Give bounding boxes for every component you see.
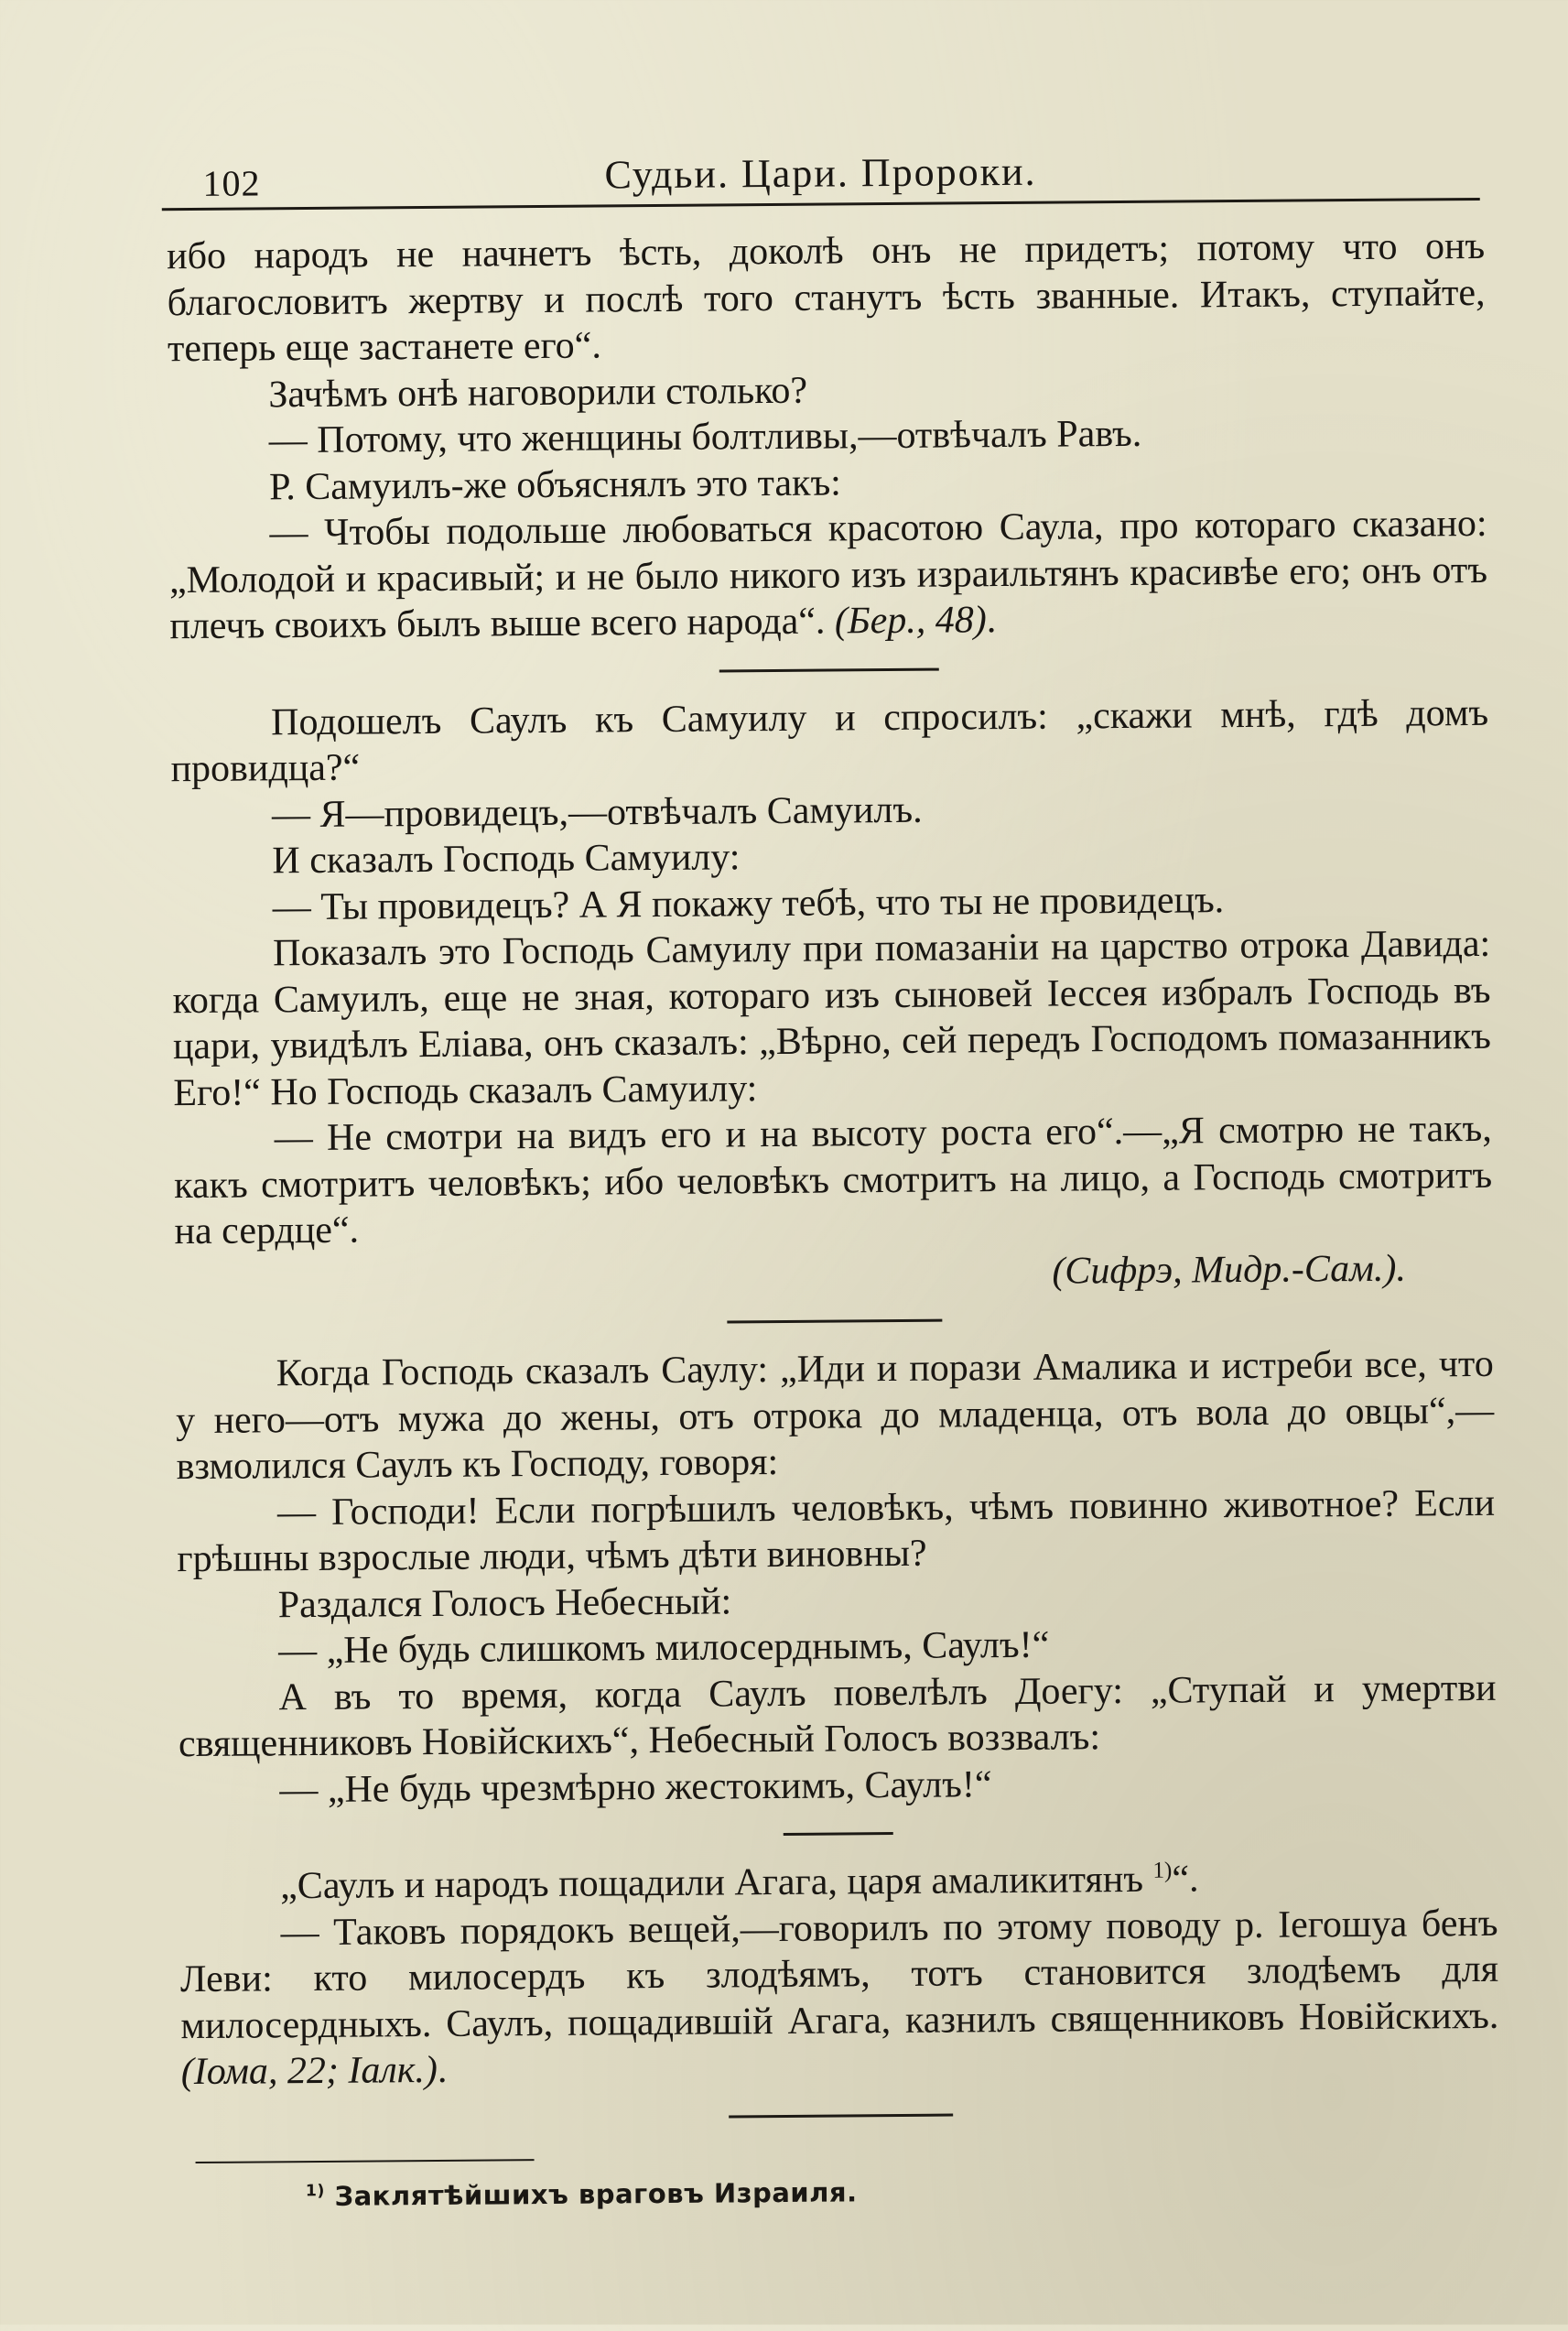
paragraph: — Господи! Если погрѣшилъ человѣкъ, чѣмъ повинно животное? Если грѣшны взрослые люди, чѣмъ дѣти виновны?	[177, 1481, 1496, 1581]
footnote-rule	[196, 2159, 535, 2163]
paragraph: Подошелъ Саулъ къ Самуилу и спросилъ: „скажи мнѣ, гдѣ домъ провидца?“	[170, 691, 1489, 791]
paragraph-text: — Чтобы подольше любоваться красотою Саула, про котораго сказано: „Молодой и красивый; и не было никого изъ израильтянъ красивѣе его; онъ отъ плечъ своихъ былъ выше всего народа“.	[168, 502, 1488, 648]
punctuation: .	[986, 599, 997, 642]
punctuation: “.	[1172, 1858, 1199, 1901]
source-reference: (Іома, 22; Іалк.)	[180, 2048, 438, 2094]
paragraph: Р. Самуилъ-же объяснялъ это такъ:	[269, 461, 842, 508]
paragraph	[179, 1900, 1499, 2095]
paragraph: Показалъ это Господь Самуилу при помазаніи на царство отрока Давида: когда Самуилъ, еще не зная, котораго изъ сыновей Іессея избралъ Господь въ цари, увидѣлъ Еліава, онъ сказалъ: „Вѣрно, сей передъ Господомъ помазанникъ Его!“ Но Господь сказалъ Самуилу:	[172, 922, 1492, 1114]
footnote-mark: 1)	[1152, 1858, 1173, 1883]
footnote-mark: 1)	[305, 2182, 325, 2201]
paragraph: — „Не будь слишкомъ милосерднымъ, Саулъ!“	[277, 1623, 1050, 1673]
section-separator	[729, 2113, 953, 2118]
footnote-text: Заклятѣйшихъ враговъ Израиля.	[334, 2176, 858, 2212]
paragraph-text: „Саулъ и народъ пощадили Агага, царя амаликитянъ	[280, 1858, 1144, 1908]
punctuation: .	[437, 2048, 448, 2091]
footnote	[306, 2176, 858, 2212]
paragraph: Раздался Голосъ Небесный:	[277, 1579, 732, 1626]
section-separator	[719, 667, 939, 672]
paragraph: — „Не будь чрезмѣрно жестокимъ, Саулъ!“	[279, 1762, 992, 1811]
source-reference: (Сифрэ, Мидр.-Сам.).	[1052, 1247, 1407, 1293]
paragraph: Когда Господь сказалъ Саулу: „Иди и порази Амалика и истреби все, что у него—отъ мужа до жены, отъ отрока до младенца, отъ вола до овцы“,—взмолился Саулъ къ Господу, говоря:	[176, 1342, 1495, 1489]
page-number: 102	[202, 162, 261, 204]
section-separator	[727, 1319, 942, 1324]
paragraph: ибо народъ не начнетъ ѣсть, доколѣ онъ не придетъ; потому что онъ благословитъ жертву и послѣ того станутъ ѣсть званные. Итакъ, ступайте, теперь еще застанете его“.	[167, 224, 1486, 371]
paragraph: — Ты провидецъ? А Я покажу тебѣ, что ты не провидецъ.	[272, 878, 1225, 928]
running-head	[161, 132, 1480, 215]
source-reference: (Бер., 48)	[834, 599, 988, 643]
paragraph: И сказалъ Господь Самуилу:	[272, 836, 741, 883]
running-title: Судьи. Цари. Пророки.	[604, 148, 1037, 198]
paragraph: Зачѣмъ онѣ наговорили столько?	[268, 369, 808, 416]
paragraph	[168, 501, 1487, 650]
paragraph-text: — Таковъ порядокъ вещей,—говорилъ по этому поводу р. Іегошуа бенъ Леви: кто милосердъ къ злодѣямъ, тотъ становится злодѣемъ для милосердныхъ. Саулъ, пощадившій Агага, казнилъ священниковъ Новійскихъ.	[179, 1902, 1499, 2047]
paragraph: — Не смотри на видъ его и на высоту роста его“.—„Я смотрю не такъ, какъ смотритъ человѣкъ; ибо человѣкъ смотритъ на лицо, а Господь смотритъ на сердце“.	[173, 1107, 1493, 1253]
paragraph: — Я—провидецъ,—отвѣчалъ Самуилъ.	[271, 788, 923, 836]
paragraph: А въ то время, когда Саулъ повелѣлъ Доегу: „Ступай и умертви священниковъ Новійскихъ“, Небесный Голосъ воззвалъ:	[178, 1666, 1497, 1766]
section-separator	[784, 1832, 893, 1836]
page-body	[167, 223, 1499, 2122]
paragraph: — Потому, что женщины болтливы,—отвѣчалъ Равъ.	[268, 412, 1142, 462]
